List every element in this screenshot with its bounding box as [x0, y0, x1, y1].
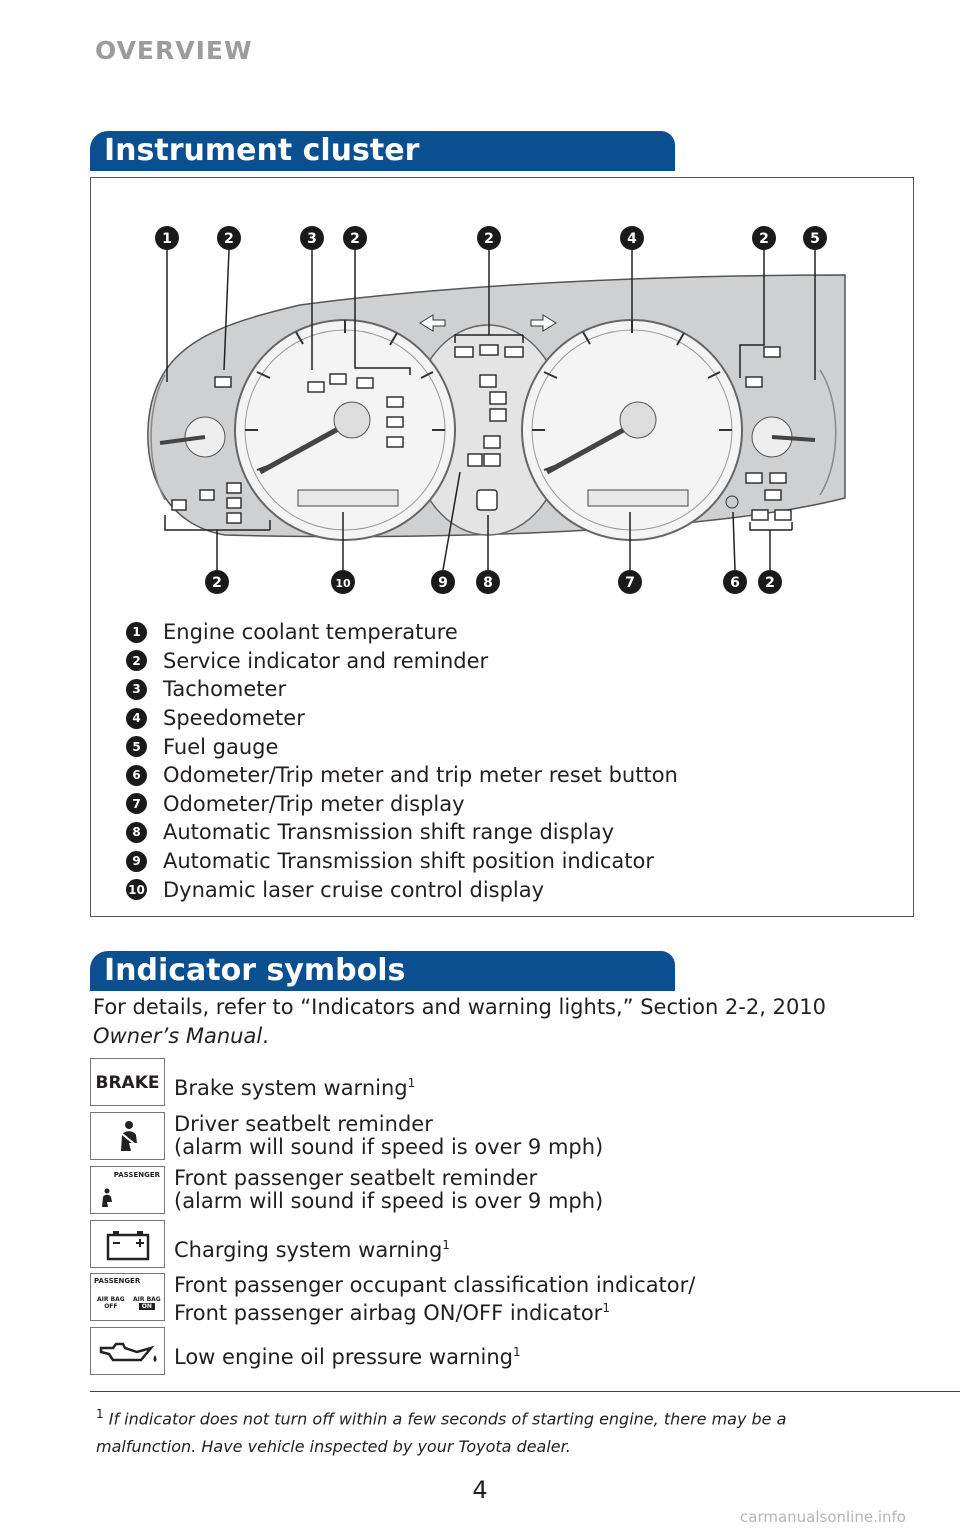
- callout-number: 6: [730, 575, 740, 591]
- legend-label: Engine coolant temperature: [163, 620, 458, 645]
- callout-badge: 10: [126, 879, 147, 900]
- legend-label: Odometer/Trip meter display: [163, 791, 465, 816]
- legend-item: [126, 732, 678, 761]
- legend-item: [126, 675, 678, 704]
- page-number: 4: [472, 1476, 488, 1504]
- instrument-cluster-heading: Instrument cluster: [90, 131, 675, 171]
- callout-number: 2: [484, 231, 494, 247]
- callout-number: 1: [162, 231, 172, 247]
- callout-number: 10: [335, 577, 351, 590]
- footnote-divider: [90, 1391, 960, 1392]
- callout-badge: 5: [126, 736, 147, 757]
- legend-item: [126, 875, 678, 904]
- section-header: OVERVIEW: [95, 36, 253, 65]
- passenger-seatbelt-icon: PASSENGER: [90, 1166, 165, 1214]
- callout-badge: 2: [126, 650, 147, 671]
- driver-seatbelt-icon: [90, 1112, 165, 1160]
- callout-number: 2: [212, 575, 222, 591]
- callout-number: 3: [307, 231, 317, 247]
- callout-number: 2: [350, 231, 360, 247]
- passenger-seatbelt-note: (alarm will sound if speed is over 9 mph): [174, 1189, 604, 1213]
- legend-label: Service indicator and reminder: [163, 648, 489, 673]
- callout-badge: 9: [126, 851, 147, 872]
- callout-number: 2: [759, 231, 769, 247]
- callout-badge: 8: [126, 822, 147, 843]
- callout-badge: 3: [126, 679, 147, 700]
- legend-item: [126, 761, 678, 790]
- odometer-display: [588, 490, 688, 506]
- callout-badge: 7: [126, 793, 147, 814]
- trip-reset-knob: [726, 496, 738, 508]
- callout-number: 7: [625, 575, 635, 591]
- legend-label: Dynamic laser cruise control display: [163, 877, 545, 902]
- callout-number: 2: [765, 575, 775, 591]
- footnote-text: If indicator does not turn off within a few seconds of starting engine, there may be a malfunction. Have vehicle inspected by your Toyota dealer.: [96, 1409, 787, 1457]
- watermark: carmanualsonline.info: [740, 1508, 906, 1526]
- legend-label: Fuel gauge: [163, 734, 279, 759]
- legend-item: [126, 618, 678, 647]
- instrument-cluster-diagram: [0, 0, 960, 620]
- callout-number: 9: [438, 575, 448, 591]
- passenger-seatbelt-label: Front passenger seatbelt reminder: [174, 1166, 538, 1190]
- brake-label: Brake system warning: [174, 1076, 408, 1100]
- legend-item: [126, 704, 678, 733]
- driver-seatbelt-note: (alarm will sound if speed is over 9 mph): [174, 1135, 604, 1159]
- callout-number: 5: [810, 231, 820, 247]
- legend-label: Automatic Transmission shift range display: [163, 820, 615, 845]
- callout-badge: 1: [126, 622, 147, 643]
- callout-number: 4: [627, 231, 637, 247]
- callout-number: 2: [224, 231, 234, 247]
- callout-badge: 6: [126, 765, 147, 786]
- legend-item: [126, 847, 678, 876]
- battery-icon: [90, 1220, 165, 1268]
- oil-label: Low engine oil pressure warning: [174, 1345, 513, 1369]
- intro-text: For details, refer to “Indicators and warning lights,” Section 2-2, 2010: [93, 995, 827, 1019]
- legend-label: Odometer/Trip meter and trip meter reset button: [163, 763, 678, 788]
- cluster-legend: [126, 618, 678, 904]
- legend-item: [126, 818, 678, 847]
- cruise-display: [298, 490, 398, 506]
- callout-badge: 4: [126, 708, 147, 729]
- indicator-intro: [93, 993, 893, 1051]
- airbag-label: Front passenger occupant classification indicator/: [174, 1273, 696, 1297]
- footnote: $^1$ If indicator does not turn off within a few seconds of starting engine, there may be a malfunction. Have vehicle inspected by your Toyota dealer.: [96, 1407, 787, 1457]
- legend-label: Automatic Transmission shift position indicator: [163, 849, 655, 874]
- callout-number: 8: [483, 575, 493, 591]
- airbag-label-2: Front passenger airbag ON/OFF indicator: [174, 1301, 603, 1325]
- brake-warning-icon: BRAKE: [90, 1058, 165, 1106]
- airbag-off-icon: PASSENGER AIR BAG OFF AIR BAG ON: [90, 1273, 165, 1321]
- charging-label: Charging system warning: [174, 1238, 443, 1262]
- intro-period: .: [262, 1024, 269, 1048]
- oil-pressure-icon: [90, 1327, 165, 1375]
- legend-label: Tachometer: [163, 677, 287, 702]
- legend-item: [126, 647, 678, 676]
- legend-item: [126, 790, 678, 819]
- legend-label: Speedometer: [163, 706, 305, 731]
- intro-manual-title: Owner’s Manual: [93, 1024, 263, 1048]
- driver-seatbelt-label: Driver seatbelt reminder: [174, 1112, 433, 1136]
- indicator-symbols-heading: Indicator symbols: [90, 951, 675, 991]
